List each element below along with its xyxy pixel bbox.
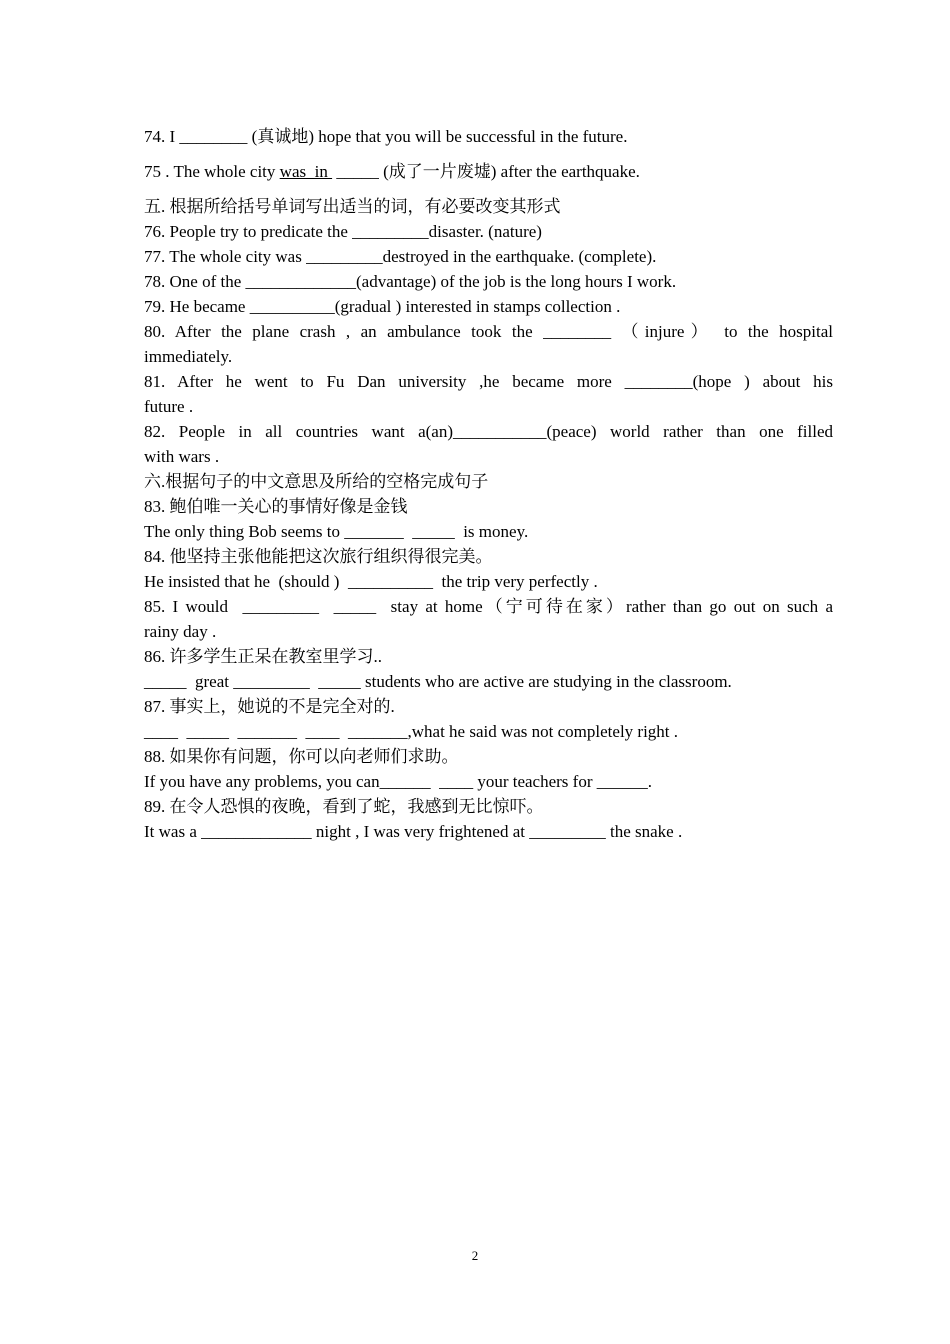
question-89-english: It was a _____________ night , I was very frightened at _________ the snake . [144, 822, 683, 841]
question-85: 85. I would _________ _____ stay at home（宁可待在家）rather than go out on such a [144, 597, 833, 616]
question-75-end: _____ (成了一片废墟) after the earthquake. [332, 162, 640, 181]
question-87-chinese: 87. 事实上，她说的不是完全对的. [144, 697, 395, 716]
question-82-continued: with wars . [144, 447, 220, 466]
question-81-continued: future . [144, 397, 194, 416]
question-84-chinese: 84. 他坚持主张他能把这次旅行组织得很完美。 [144, 547, 493, 566]
question-77: 77. The whole city was _________destroyed in the earthquake. (complete). [144, 247, 657, 266]
question-89-chinese: 89. 在令人恐惧的夜晚，看到了蛇，我感到无比惊吓。 [144, 797, 544, 816]
question-83-english: The only thing Bob seems to _______ _____ is money. [144, 522, 529, 541]
question-83-chinese: 83. 鲍伯唯一关心的事情好像是金钱 [144, 497, 408, 516]
question-86-english: _____ great _________ _____ students who are active are studying in the classroom. [144, 672, 732, 691]
question-74: 74. I ________ (真诚地) hope that you will be successful in the future. [144, 127, 628, 146]
question-88-english: If you have any problems, you can______ ____ your teachers for ______. [144, 772, 652, 791]
question-84-english: He insisted that he (should ) __________ the trip very perfectly . [144, 572, 598, 591]
question-80: 80. After the plane crash , an ambulance took the ________ （injure） to the hospital [144, 322, 833, 341]
question-76: 76. People try to predicate the _________disaster. (nature) [144, 222, 542, 241]
question-87-english: ____ _____ _______ ____ _______,what he said was not completely right . [144, 722, 679, 741]
question-86-chinese: 86. 许多学生正呆在教室里学习.. [144, 647, 382, 666]
underlined-was-in: was in [279, 162, 333, 181]
question-78: 78. One of the _____________(advantage) of the job is the long hours I work. [144, 272, 677, 291]
question-88-chinese: 88. 如果你有问题，你可以向老师们求助。 [144, 747, 459, 766]
question-81: 81. After he went to Fu Dan university ,he became more ________(hope ) about his [144, 372, 833, 391]
exercise-content [144, 124, 833, 844]
question-79: 79. He became __________(gradual ) interested in stamps collection . [144, 297, 621, 316]
section-6-heading: 六.根据句子的中文意思及所给的空格完成句子 [144, 472, 489, 491]
question-75-start: 75 . The whole city [144, 162, 280, 181]
question-75 [144, 159, 833, 184]
question-82: 82. People in all countries want a(an)___________(peace) world rather than one filled [144, 422, 833, 441]
question-80-continued: immediately. [144, 347, 233, 366]
section-5-heading: 五. 根据所给括号单词写出适当的词，有必要改变其形式 [144, 197, 561, 216]
page-number: 2 [471, 1248, 479, 1263]
question-85-continued: rainy day . [144, 622, 217, 641]
